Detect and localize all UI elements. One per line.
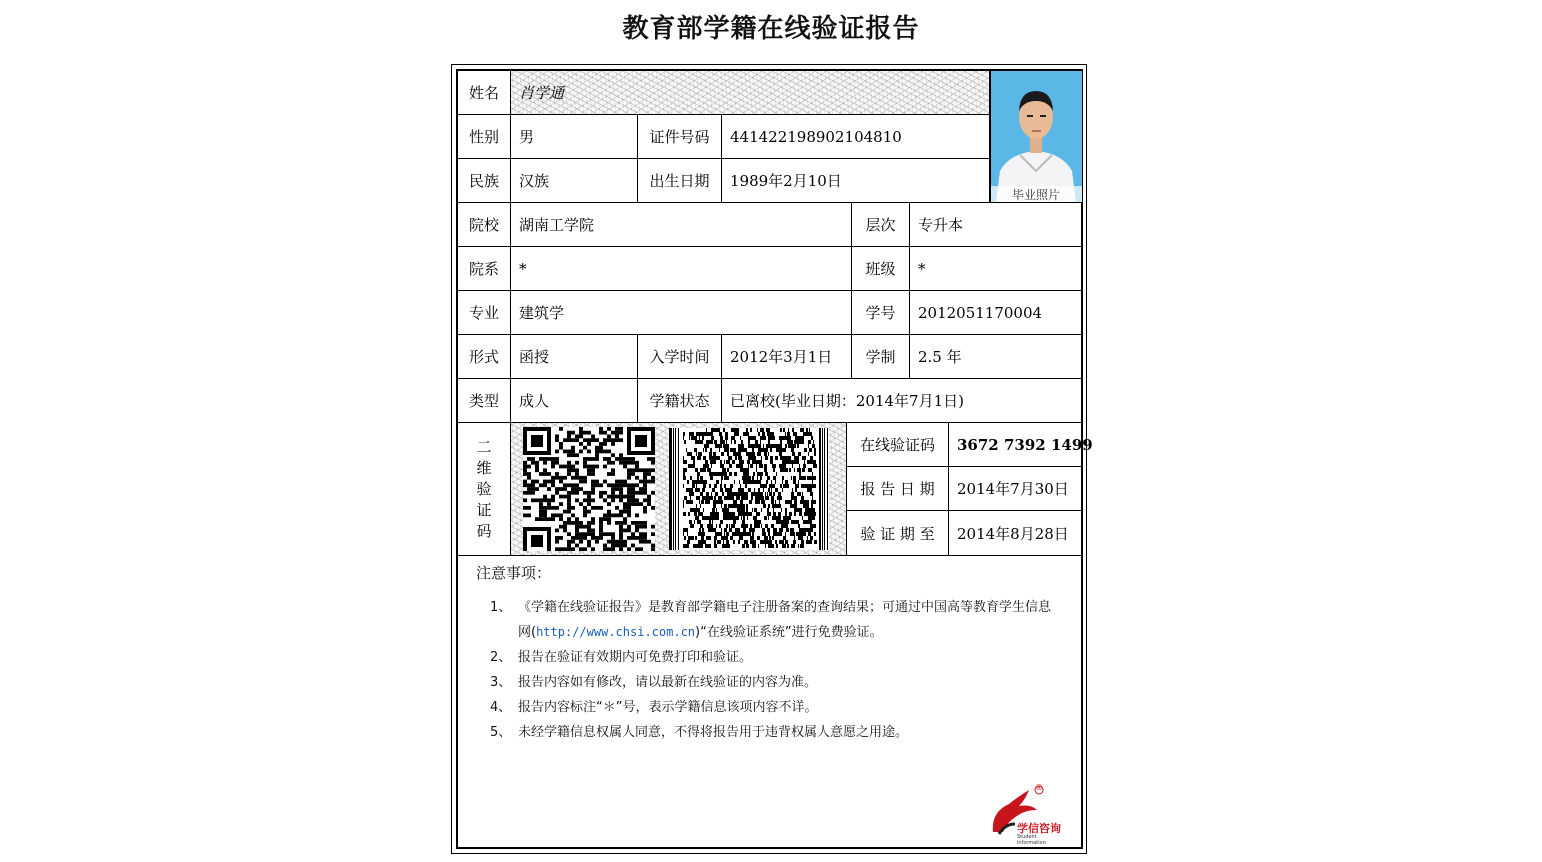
photo-caption: 毕业照片 <box>990 186 1082 203</box>
level-value: 专升本 <box>910 203 1083 247</box>
note-item <box>490 670 1076 695</box>
logo-mark: ® <box>1035 783 1043 792</box>
ethnic-value: 汉族 <box>511 159 638 203</box>
note-number: 5、 <box>490 725 512 740</box>
note-text: 报告内容标注“＊”号，表示学籍信息该项内容不详。 <box>518 700 818 715</box>
dept-label: 院系 <box>458 247 511 291</box>
status-value: 已离校(毕业日期：2014年7月1日) <box>722 379 1083 423</box>
id-value: 441422198902104810 <box>722 115 990 159</box>
qr-label-char: 维 <box>476 458 492 477</box>
type-value: 成人 <box>511 379 638 423</box>
form-label: 形式 <box>458 335 511 379</box>
note-item <box>490 695 1076 720</box>
gender-label: 性别 <box>458 115 511 159</box>
chsi-link[interactable]: http://www.chsi.com.cn <box>536 625 696 639</box>
class-label: 班级 <box>852 247 910 291</box>
name-label: 姓名 <box>458 71 511 115</box>
logo-text: 学信咨询 <box>1017 822 1061 835</box>
duration-value: 2.5 年 <box>910 335 1083 379</box>
qr-label-char: 证 <box>476 500 492 519</box>
gender-value: 男 <box>511 115 638 159</box>
enroll-label: 入学时间 <box>638 335 722 379</box>
qr-label-char: 码 <box>476 521 492 540</box>
note-text: 报告内容如有修改，请以最新在线验证的内容为准。 <box>518 675 818 690</box>
note-item <box>490 595 1076 645</box>
note-number: 3、 <box>490 675 512 690</box>
qr-code <box>523 427 655 551</box>
id-label: 证件号码 <box>638 115 722 159</box>
major-value: 建筑学 <box>511 291 852 335</box>
verify-code-value[interactable]: 3672 7392 1499 <box>949 423 1083 467</box>
barcode-pdf417 <box>669 428 829 550</box>
level-label: 层次 <box>852 203 910 247</box>
note-number: 1、 <box>490 600 512 615</box>
qr-label-char: 验 <box>476 479 492 498</box>
class-value: * <box>910 247 1083 291</box>
duration-label: 学制 <box>852 335 910 379</box>
note-item <box>490 645 1076 670</box>
major-label: 专业 <box>458 291 511 335</box>
qr-section-label <box>458 423 511 556</box>
form-value: 函授 <box>511 335 638 379</box>
studentno-value: 2012051170004 <box>910 291 1083 335</box>
ethnic-label: 民族 <box>458 159 511 203</box>
dept-value: * <box>511 247 852 291</box>
page-title: 教育部学籍在线验证报告 <box>622 14 920 44</box>
logo-subtext: Student information <box>1017 834 1046 846</box>
school-value: 湖南工学院 <box>511 203 852 247</box>
report-date-label: 报 告 日 期 <box>847 467 949 511</box>
expire-label: 验 证 期 至 <box>847 511 949 556</box>
birth-value: 1989年2月10日 <box>722 159 990 203</box>
name-text: 肖学通 <box>519 84 565 102</box>
codes-area <box>511 423 847 556</box>
birth-label: 出生日期 <box>638 159 722 203</box>
status-label: 学籍状态 <box>638 379 722 423</box>
note-text: 《学籍在线验证报告》是教育部学籍电子注册备案的查询结果；可通过中国高等教育学生信息网(http://www.chsi.com.cn)“在线验证系统”进行免费验证。 <box>518 600 1052 640</box>
qr-label-char: 二 <box>476 437 492 456</box>
note-item <box>490 720 1076 745</box>
xuexin-logo <box>985 783 1067 846</box>
expire-value: 2014年8月28日 <box>949 511 1083 556</box>
note-text: 报告在验证有效期内可免费打印和验证。 <box>518 650 753 665</box>
name-value <box>511 71 990 115</box>
report-date-value: 2014年7月30日 <box>949 467 1083 511</box>
note-text: 未经学籍信息权属人同意，不得将报告用于违背权属人意愿之用途。 <box>518 725 909 740</box>
note-number: 2、 <box>490 650 512 665</box>
type-label: 类型 <box>458 379 511 423</box>
note-number: 4、 <box>490 700 512 715</box>
photo-cell <box>990 71 1083 203</box>
studentno-label: 学号 <box>852 291 910 335</box>
school-label: 院校 <box>458 203 511 247</box>
notes-section <box>476 562 1076 745</box>
notes-heading: 注意事项： <box>476 564 552 582</box>
verify-code-label: 在线验证码 <box>847 423 949 467</box>
enroll-value: 2012年3月1日 <box>722 335 852 379</box>
